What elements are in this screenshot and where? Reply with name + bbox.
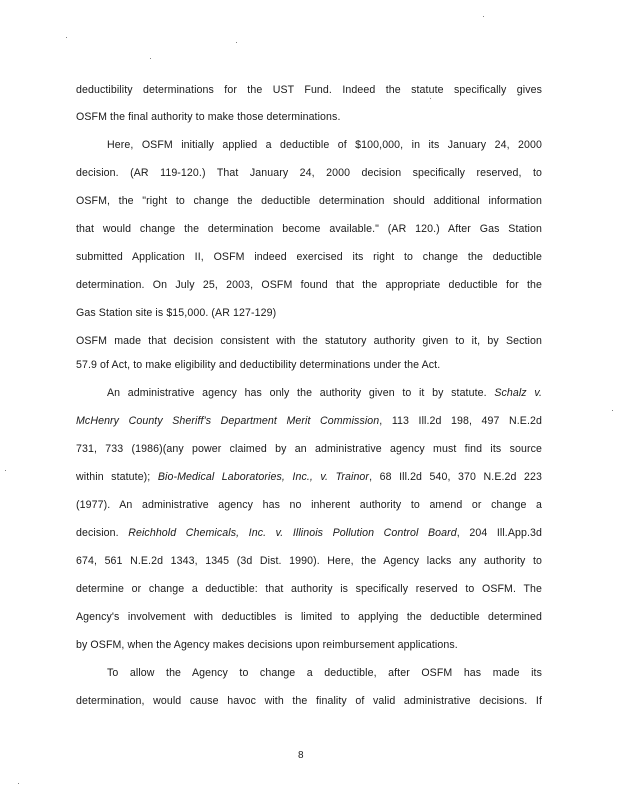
scan-speck <box>150 58 151 59</box>
text-line <box>76 110 542 124</box>
text-segment: , 68 Ill.2d 540, 370 N.E.2d 223 <box>369 471 542 483</box>
text-line <box>76 414 542 428</box>
text-segment: determine or change a deductible: that authority is specifically reserved to OSFM. The <box>76 583 542 595</box>
text-segment: Here, OSFM initially applied a deductible of $100,000, in its January 24, 2000 <box>107 139 542 151</box>
text-segment: determination. On July 25, 2003, OSFM found that the appropriate deductible for the <box>76 279 542 291</box>
text-segment: within statute); <box>76 471 158 483</box>
text-line <box>76 526 542 540</box>
text-segment: deductibility determinations for the UST Fund. Indeed the statute specifically gives <box>76 84 542 96</box>
case-name: McHenry County Sheriff's Department Merit Commission <box>76 415 380 427</box>
text-line <box>76 442 542 456</box>
scan-speck <box>236 42 237 43</box>
text-line <box>76 194 542 208</box>
scan-speck <box>483 16 484 17</box>
text-segment: decision. <box>76 527 129 539</box>
text-line <box>76 222 542 236</box>
text-segment: OSFM the final authority to make those determinations. <box>76 111 341 123</box>
text-segment: , 204 Ill.App.3d <box>456 527 542 539</box>
text-segment: (1977). An administrative agency has no inherent authority to amend or change a <box>76 499 542 511</box>
text-segment: Gas Station site is $15,000. (AR 127-129) <box>76 307 277 319</box>
text-line <box>76 610 542 624</box>
text-line <box>76 306 542 320</box>
scan-speck <box>430 98 431 99</box>
text-segment: decision. (AR 119-120.) That January 24, 2000 decision specifically reserved, to <box>76 167 542 179</box>
text-line <box>76 334 542 348</box>
text-line <box>76 554 542 568</box>
text-line <box>76 83 542 97</box>
text-line <box>107 138 542 152</box>
text-segment: submitted Application II, OSFM indeed exercised its right to change the deductible <box>76 251 542 263</box>
text-line <box>76 250 542 264</box>
scan-speck <box>66 37 67 38</box>
text-line <box>107 666 542 680</box>
text-line <box>76 582 542 596</box>
scan-speck <box>612 410 613 411</box>
text-line <box>76 166 542 180</box>
page-number: 8 <box>298 750 304 761</box>
text-segment: 731, 733 (1986)(any power claimed by an administrative agency must find its source <box>76 443 542 455</box>
text-segment: OSFM made that decision consistent with the statutory authority given to it, by Section <box>76 335 542 347</box>
text-segment: OSFM, the "right to change the deductible determination should additional information <box>76 195 542 207</box>
scan-speck <box>5 470 6 471</box>
text-segment: Agency's involvement with deductibles is limited to applying the deductible determined <box>76 611 542 623</box>
case-name: Schalz v. <box>494 387 542 399</box>
text-line <box>76 470 542 484</box>
text-line <box>76 498 542 512</box>
text-line <box>76 638 542 652</box>
text-segment: 674, 561 N.E.2d 1343, 1345 (3d Dist. 1990). Here, the Agency lacks any authority to <box>76 555 542 567</box>
text-line <box>76 358 542 372</box>
case-name: Bio-Medical Laboratories, Inc., v. Trainor <box>157 471 370 483</box>
text-segment: , 113 Ill.2d 198, 497 N.E.2d <box>379 415 542 427</box>
text-segment: To allow the Agency to change a deductible, after OSFM has made its <box>107 667 542 679</box>
case-name: Reichhold Chemicals, Inc. v. Illinois Pollution Control Board <box>128 527 457 539</box>
text-segment: 57.9 of Act, to make eligibility and deductibility determinations under the Act. <box>76 359 441 371</box>
scan-speck <box>18 783 19 784</box>
text-segment: determination, would cause havoc with the finality of valid administrative decisions. If <box>76 695 542 707</box>
text-segment: by OSFM, when the Agency makes decisions upon reimbursement applications. <box>76 639 458 651</box>
text-segment: that would change the determination become available." (AR 120.) After Gas Station <box>76 223 542 235</box>
text-segment: An administrative agency has only the authority given to it by statute. <box>107 387 495 399</box>
text-line <box>107 386 542 400</box>
text-line <box>76 694 542 708</box>
text-line <box>76 278 542 292</box>
